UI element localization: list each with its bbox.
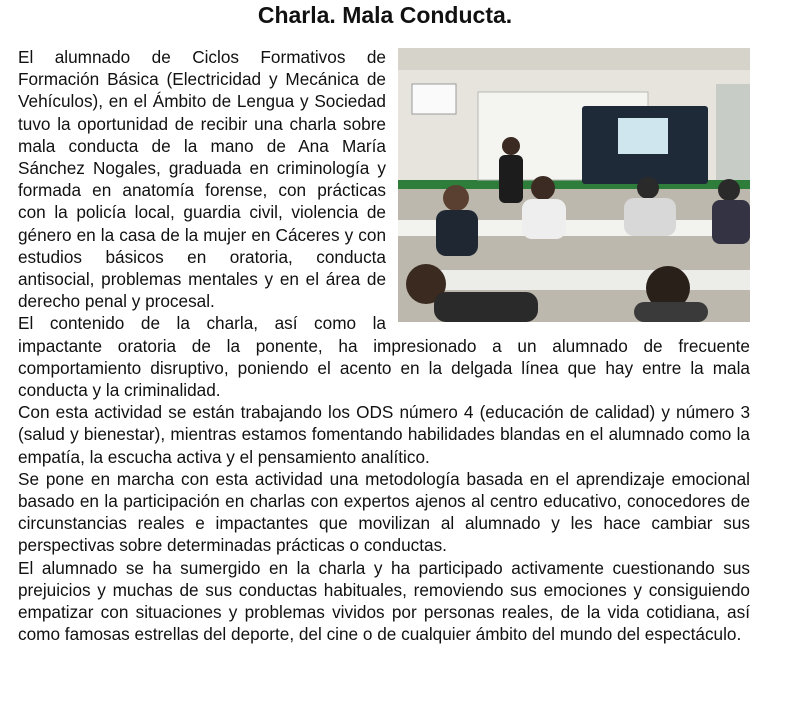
paragraph: El alumnado se ha sumergido en la charla y ha participado activamente cuestionando sus prejuicios y muchas de sus conductas habituales, removiendo sus emociones y consiguiendo empatizar con situaciones y problemas vividos por personas reales, de la vida cotidiana, así como famosas estrellas del deporte, del cine o de cualquier ámbito del mundo del espectáculo. xyxy=(18,557,750,645)
classroom-photo-illustration xyxy=(398,48,750,322)
paragraph: El alumnado de Ciclos Formativos de Formación Básica (Electricidad y Mecánica de Vehículos), en el Ámbito de Lengua y Sociedad tuvo la oportunidad de recibir una charla sobre mala conducta de la mano de Ana María Sánchez Nogales, graduada en criminología y formada en anatomía forense, con prácticas con la policía local, guardia civil, violencia de género en la casa de la mujer en Cáceres y con estudios básicos en oratoria, conducta antisocial, problemas mentales y en el área de derecho penal y procesal. xyxy=(18,47,386,312)
student-body xyxy=(624,198,676,236)
article-title: Charla. Mala Conducta. xyxy=(257,2,513,28)
ceiling xyxy=(398,48,750,70)
student-head xyxy=(637,177,659,199)
student-body xyxy=(634,302,708,322)
article-body xyxy=(18,46,750,645)
student-head xyxy=(531,176,555,200)
paragraph: Se pone en marcha con esta actividad una metodología basada en el aprendizaje emocional basado en la participación en charlas con expertos ajenos al centro educativo, conocedores de circunstancias reales e impactantes que movilizan al alumnado y les hace cambiar sus perspectivas sobre determinadas prácticas o conductas. xyxy=(18,468,750,556)
speaker-body xyxy=(499,155,523,203)
paragraph: Con esta actividad se están trabajando los ODS número 4 (educación de calidad) y número 3 (salud y bienestar), mientras estamos fomentando habilidades blandas en el alumnado como la empatía, la escucha activa y el pensamiento analítico. xyxy=(18,402,750,467)
classroom-photo xyxy=(398,48,750,322)
desk-row-front xyxy=(438,270,750,290)
student-body xyxy=(522,199,566,239)
student-body xyxy=(436,210,478,256)
paragraph: El contenido de la charla, así como la impactante oratoria de la ponente, ha impresionado a un alumnado de frecuente comportamiento disruptivo, poniendo el acento en la delgada línea que hay entre la mala conducta y la criminalidad. xyxy=(18,313,750,401)
screen-slide xyxy=(618,118,668,154)
student-head xyxy=(718,179,740,201)
student-body xyxy=(712,200,750,244)
window xyxy=(716,84,750,180)
student-head xyxy=(443,185,469,211)
speaker-head xyxy=(502,137,520,155)
student-body xyxy=(434,292,538,322)
notice-board xyxy=(412,84,456,114)
